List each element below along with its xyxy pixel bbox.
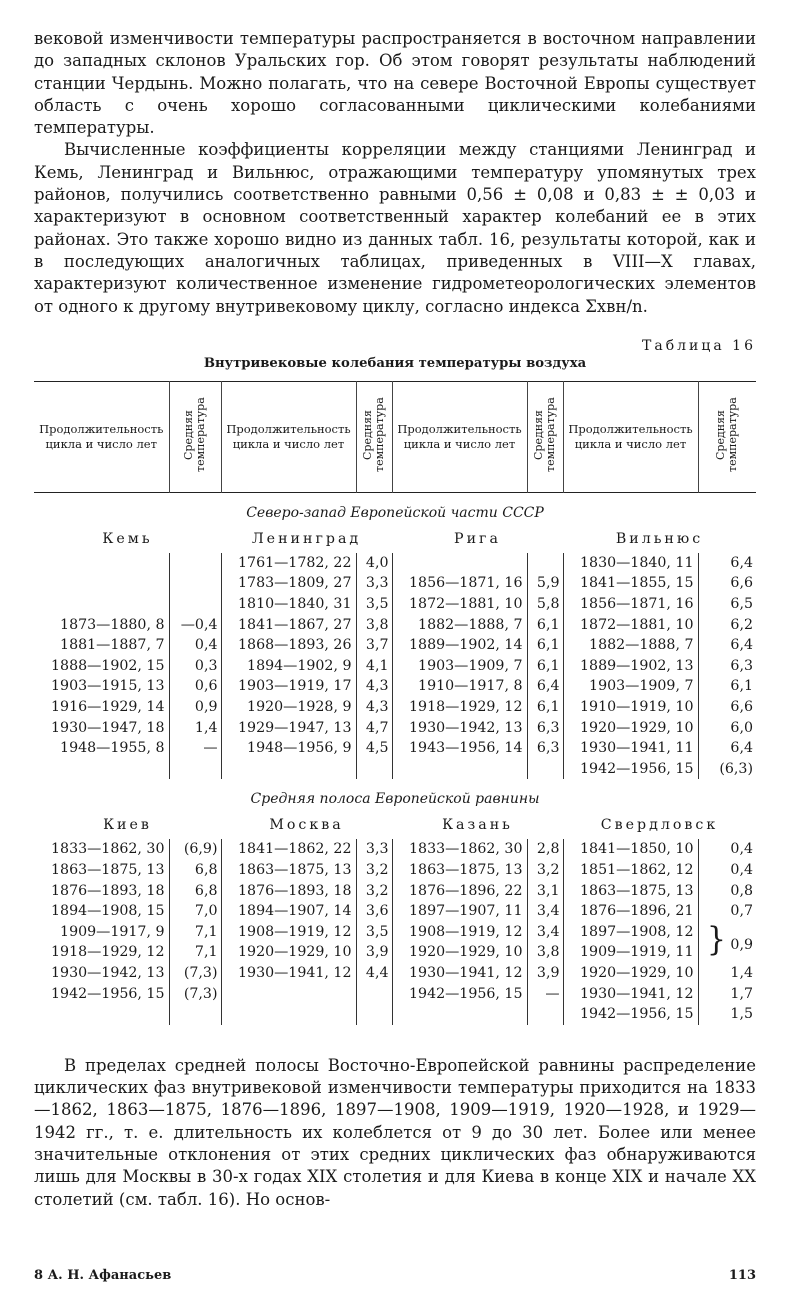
header-temp: Средняя температура xyxy=(356,381,392,492)
table-row: 1942—1956, 15 (7,3) 1942—1956, 15 — 1930—1941, 12 1,7 xyxy=(34,984,756,1005)
table-row: 1888—1902, 15 0,3 1894—1902, 9 4,1 1903—1909, 7 6,1 1889—1902, 13 6,3 xyxy=(34,656,756,677)
station-name: Кемь xyxy=(102,530,153,547)
header-temp: Средняя температура xyxy=(169,381,221,492)
table-row: 1873—1880, 8 —0,4 1841—1867, 27 3,8 1882—1888, 7 6,1 1872—1881, 10 6,2 xyxy=(34,615,756,636)
table-row: 1894—1908, 15 7,0 1894—1907, 14 3,6 1897—1907, 11 3,4 1876—1896, 21 0,7 xyxy=(34,901,756,922)
table-title: Внутривековые колебания температуры воздуха xyxy=(203,355,587,371)
page-number: 113 xyxy=(728,1268,756,1283)
data-table-central xyxy=(34,811,756,1024)
paragraph-3: В пределах средней полосы Восточно-Европейской равнины распределение циклических фаз внутривековой изменчивости температуры приходится на 1833—1862, 1863—1875, 1876—1896, 1897—1908, 1909—1919, 1920—1928, и 1929—1942 гг., т. е. длительность их колеблется от 9 до 30 лет. Более или менее значительные отклонения от этих средних циклических фаз обнаруживаются лишь для Москвы в 30-х годах XIX столетия и для Киева в конце XIX и начале XX столетий (см. табл. 16). Но основ- xyxy=(34,1055,756,1209)
station-name: Киев xyxy=(103,817,152,834)
station-name: Москва xyxy=(269,817,344,834)
table-row: 1863—1875, 13 6,8 1863—1875, 13 3,2 1863—1875, 13 3,2 1851—1862, 12 0,4 xyxy=(34,860,756,881)
table-row: 1881—1887, 7 0,4 1868—1893, 26 3,7 1889—1902, 14 6,1 1882—1888, 7 6,4 xyxy=(34,635,756,656)
table-row: 1761—1782, 22 4,0 1830—1840, 11 6,4 xyxy=(34,553,756,574)
table-row: 1942—1956, 15 1,5 xyxy=(34,1004,756,1025)
table-header xyxy=(34,381,756,493)
paragraph-1: вековой изменчивости температуры распространяется в восточном направлении до западных склонов Уральских гор. Об этом говорят результаты наблюдений станции Чердынь. Можно полагать, что на севере Восточной Европы существует область с очень хорошо согласованными циклическими колебаниями температуры. xyxy=(34,29,756,138)
header-period: Продолжительность цикла и число лет xyxy=(392,381,527,492)
header-temp: Средняя температура xyxy=(698,381,756,492)
merged-value: } 0,9 xyxy=(698,922,756,963)
table-row: 1948—1955, 8 — 1948—1956, 9 4,5 1943—1956, 14 6,3 1930—1941, 11 6,4 xyxy=(34,738,756,759)
table-row: 1918—1929, 12 7,1 1920—1929, 10 3,9 1920—1929, 10 3,8 1909—1919, 11 xyxy=(34,942,756,963)
signature-line: 8 А. Н. Афанасьев xyxy=(34,1268,172,1283)
table-row: 1876—1893, 18 6,8 1876—1893, 18 3,2 1876—1896, 22 3,1 1863—1875, 13 0,8 xyxy=(34,881,756,902)
table-row: 1942—1956, 15 (6,3) xyxy=(34,759,756,780)
table-row: 1930—1947, 18 1,4 1929—1947, 13 4,7 1930—1942, 13 6,3 1920—1929, 10 6,0 xyxy=(34,718,756,739)
page xyxy=(34,28,756,1211)
table-row: 1909—1917, 9 7,1 1908—1919, 12 3,5 1908—1919, 12 3,4 1897—1908, 12 } 0,9 xyxy=(34,922,756,943)
table-number: Таблица 16 xyxy=(642,337,756,354)
table-row: 1916—1929, 14 0,9 1920—1928, 9 4,3 1918—1929, 12 6,1 1910—1919, 10 6,6 xyxy=(34,697,756,718)
paragraph-2: Вычисленные коэффициенты корреляции между станциями Ленинград и Кемь, Ленинград и Вильнюс, отражающими температуру упомянутых трех районов, получились соответственно равными 0,56 ± 0,08 и 0,83 ± ± 0,03 и характеризуют в основном соответственный характер колебаний ее в этих районах. Это также хорошо видно из данных табл. 16, результаты которой, как и в последующих аналогичных таблицах, приведенных в VIII—X главах, характеризуют количественное изменение гидрометеорологических элементов от одного к другому внутривековому циклу, согласно индекса Σxвн/n. xyxy=(34,140,756,316)
region-title: Северо-запад Европейской части СССР xyxy=(246,504,544,521)
header-period: Продолжительность цикла и число лет xyxy=(39,421,164,451)
table-row: 1930—1942, 13 (7,3) 1930—1941, 12 4,4 1930—1941, 12 3,9 1920—1929, 10 1,4 xyxy=(34,963,756,984)
table-row: 1833—1862, 30 (6,9) 1841—1862, 22 3,3 1833—1862, 30 2,8 1841—1850, 10 0,4 xyxy=(34,839,756,860)
header-period: Продолжительность цикла и число лет xyxy=(563,381,698,492)
station-name: Свердловск xyxy=(600,817,719,834)
station-name: Вильнюс xyxy=(615,530,704,547)
station-name: Ленинград xyxy=(251,530,362,547)
table-row: 1783—1809, 27 3,3 1856—1871, 16 5,9 1841—1855, 15 6,6 xyxy=(34,573,756,594)
data-table-northwest xyxy=(34,525,756,780)
table-row: 1810—1840, 31 3,5 1872—1881, 10 5,8 1856—1871, 16 6,5 xyxy=(34,594,756,615)
station-name: Казань xyxy=(442,817,513,834)
station-name: Рига xyxy=(454,530,501,547)
brace-mark: } xyxy=(706,919,726,959)
table-row: 1903—1915, 13 0,6 1903—1919, 17 4,3 1910—1917, 8 6,4 1903—1909, 7 6,1 xyxy=(34,676,756,697)
header-temp: Средняя температура xyxy=(527,381,563,492)
region-title: Средняя полоса Европейской равнины xyxy=(250,791,540,808)
header-period: Продолжительность цикла и число лет xyxy=(221,381,356,492)
